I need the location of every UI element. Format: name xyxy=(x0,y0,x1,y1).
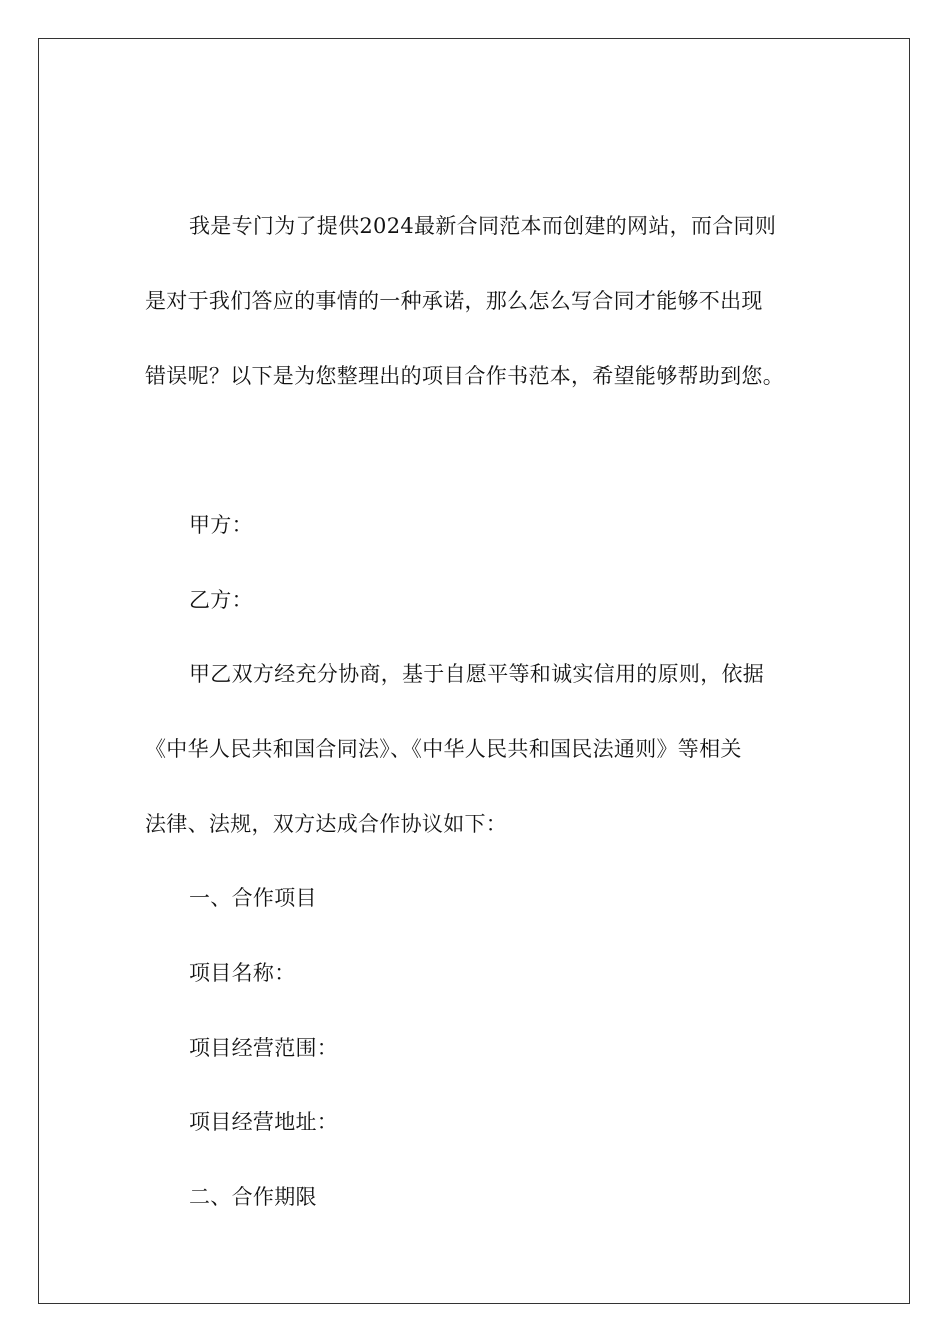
intro-line-2: 是对于我们答应的事情的一种承诺，那么怎么写合同才能够不出现 xyxy=(145,289,763,313)
section-2-heading: 二、合作期限 xyxy=(189,1185,317,1209)
section-1-heading: 一、合作项目 xyxy=(189,886,317,910)
preamble-line-1: 甲乙双方经充分协商，基于自愿平等和诚实信用的原则，依据 xyxy=(189,662,765,686)
preamble-line-2: 《中华人民共和国合同法》、《中华人民共和国民法通则》等相关 xyxy=(145,737,742,761)
project-address-field: 项目经营地址： xyxy=(189,1110,339,1134)
preamble-line-3: 法律、法规，双方达成合作协议如下： xyxy=(145,812,508,836)
party-a-label: 甲方： xyxy=(189,513,253,537)
project-scope-field: 项目经营范围： xyxy=(189,1036,339,1060)
project-name-field: 项目名称： xyxy=(189,961,296,985)
intro-line-3: 错误呢？以下是为您整理出的项目合作书范本，希望能够帮助到您。 xyxy=(145,364,784,388)
party-b-label: 乙方： xyxy=(189,588,253,612)
intro-line-1: 我是专门为了提供2024最新合同范本而创建的网站，而合同则 xyxy=(189,214,777,238)
